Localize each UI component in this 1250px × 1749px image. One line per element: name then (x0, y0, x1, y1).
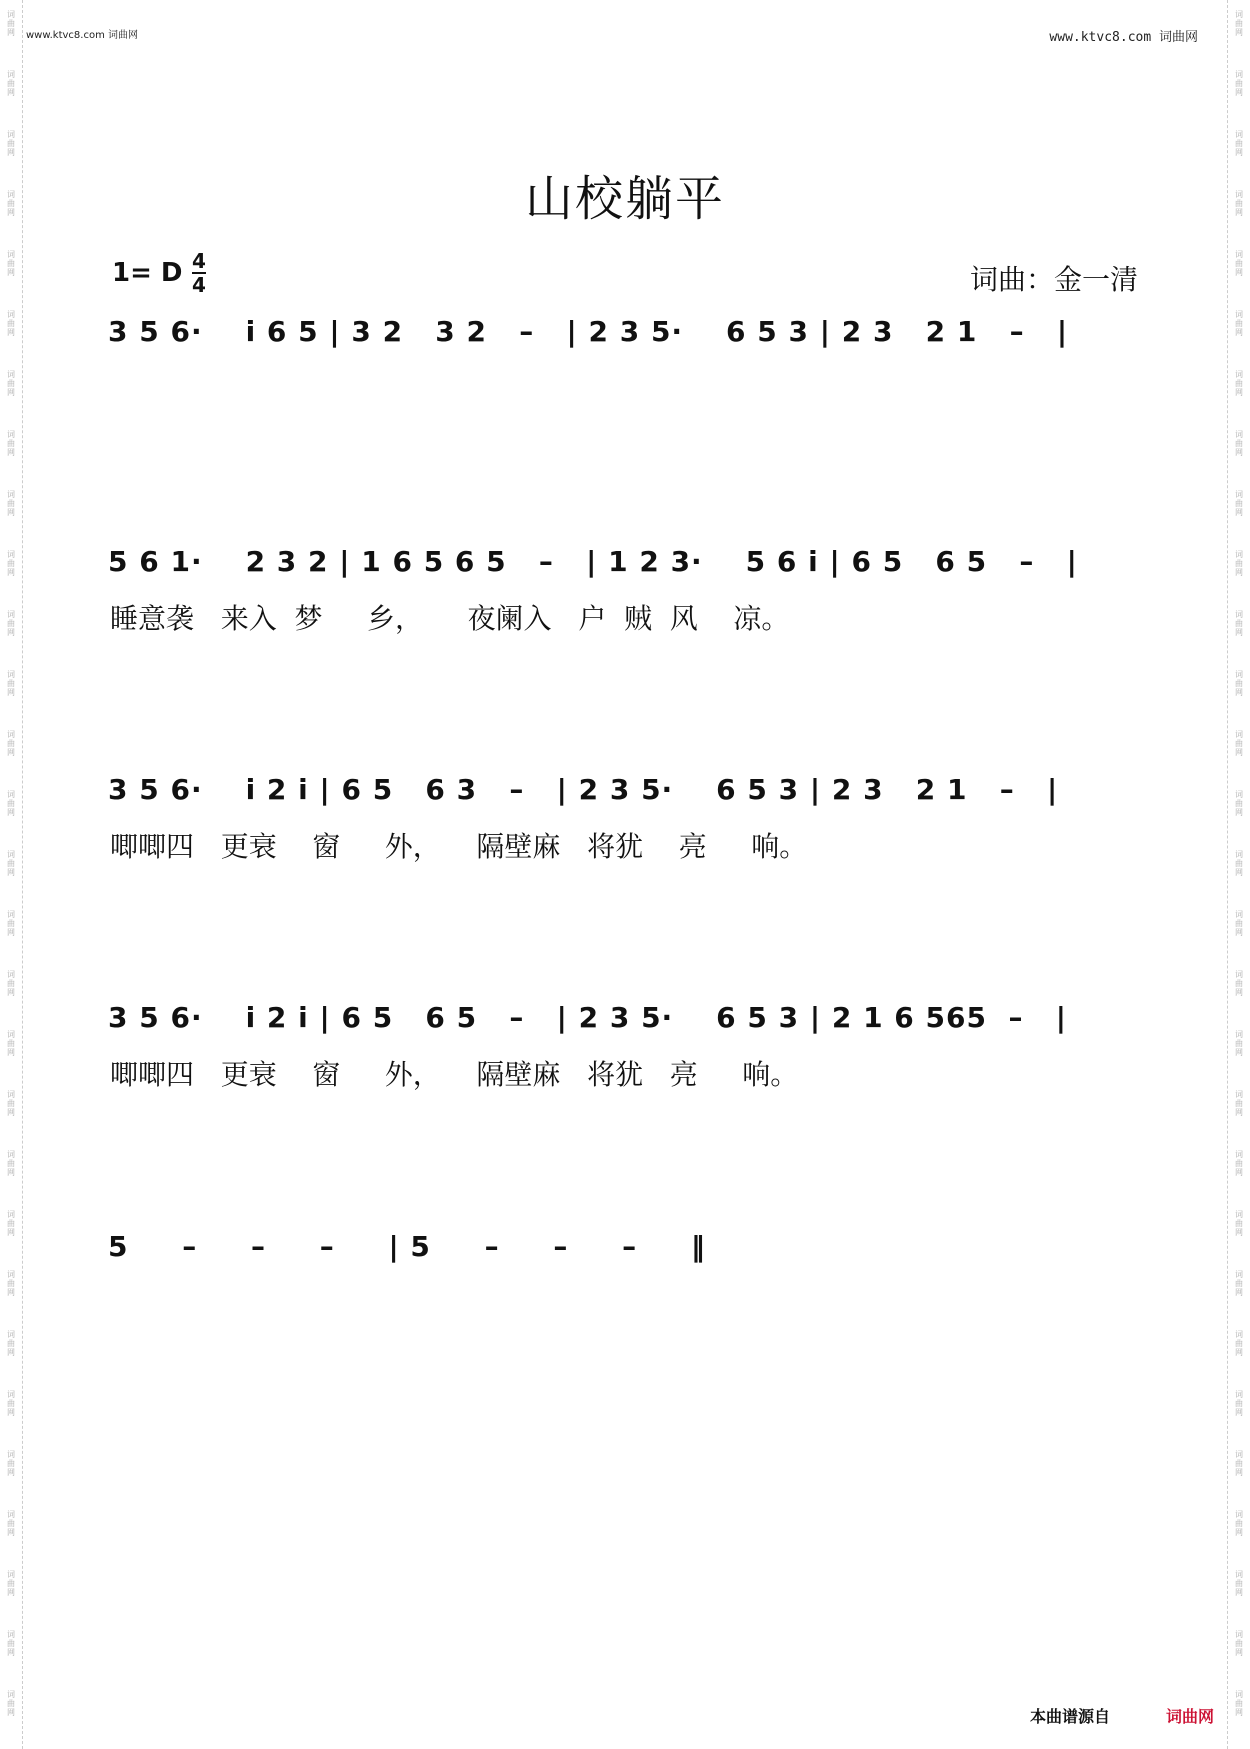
footer-brand[interactable]: 词曲网 (1165, 1707, 1214, 1726)
side-watermark-mark: 词曲网 (1235, 790, 1243, 817)
side-watermark-mark: 词曲网 (7, 190, 15, 217)
side-watermark-mark: 词曲网 (7, 1090, 15, 1117)
side-watermark-mark: 词曲网 (7, 1510, 15, 1537)
side-watermark-mark: 词曲网 (7, 1210, 15, 1237)
time-signature (192, 250, 206, 296)
side-watermark-mark: 词曲网 (7, 730, 15, 757)
right-watermark-strip (1227, 0, 1250, 1749)
side-watermark-mark: 词曲网 (1235, 1330, 1243, 1357)
side-watermark-mark: 词曲网 (7, 910, 15, 937)
side-watermark-mark: 词曲网 (7, 1390, 15, 1417)
lyrics-line-4: 唧唧四 更衰 窗 外， 隔壁麻 将犹 亮 响。 (110, 1058, 799, 1091)
notes-line-4: 3 5 6· i 2 i | 6 5 6 5 – | 2 3 5· 6 5 3 | 2 1 6 565 – | (108, 1001, 1067, 1034)
side-watermark-mark: 词曲网 (7, 1270, 15, 1297)
song-title: 山校躺平 (524, 171, 725, 227)
side-watermark-mark: 词曲网 (1235, 550, 1243, 577)
side-watermark-mark: 词曲网 (7, 490, 15, 517)
side-watermark-mark: 词曲网 (1235, 430, 1243, 457)
left-watermark-strip (0, 0, 23, 1749)
side-watermark-mark: 词曲网 (1235, 1570, 1243, 1597)
side-watermark-mark: 词曲网 (1235, 1150, 1243, 1177)
side-watermark-mark: 词曲网 (1235, 910, 1243, 937)
side-watermark-mark: 词曲网 (7, 1450, 15, 1477)
side-watermark-mark: 词曲网 (1235, 1030, 1243, 1057)
side-watermark-mark: 词曲网 (7, 250, 15, 277)
side-watermark-mark: 词曲网 (7, 430, 15, 457)
side-watermark-mark: 词曲网 (7, 1690, 15, 1717)
side-watermark-mark: 词曲网 (7, 790, 15, 817)
side-watermark-mark: 词曲网 (7, 610, 15, 637)
side-watermark-mark: 词曲网 (1235, 490, 1243, 517)
footer-label: 本曲谱源自 (1029, 1707, 1110, 1726)
side-watermark-mark: 词曲网 (7, 850, 15, 877)
side-watermark-mark: 词曲网 (7, 1570, 15, 1597)
side-watermark-mark: 词曲网 (1235, 190, 1243, 217)
side-watermark-mark: 词曲网 (7, 1150, 15, 1177)
site-watermark-right: www.ktvc8.com 词曲网 (1049, 30, 1198, 45)
site-watermark-left: www.ktvc8.com 词曲网 (26, 30, 139, 41)
side-watermark-mark: 词曲网 (7, 70, 15, 97)
side-watermark-mark: 词曲网 (7, 310, 15, 337)
side-watermark-mark: 词曲网 (1235, 70, 1243, 97)
time-bottom: 4 (192, 273, 206, 297)
side-watermark-mark: 词曲网 (1235, 1270, 1243, 1297)
lyrics-line-3: 唧唧四 更衰 窗 外， 隔壁麻 将犹 亮 响。 (110, 830, 808, 863)
side-watermark-mark: 词曲网 (1235, 1210, 1243, 1237)
side-watermark-mark: 词曲网 (1235, 1390, 1243, 1417)
side-watermark-mark: 词曲网 (1235, 370, 1243, 397)
side-watermark-mark: 词曲网 (7, 1330, 15, 1357)
notes-line-1: 3 5 6· i 6 5 | 3 2 3 2 – | 2 3 5· 6 5 3 | 2 3 2 1 – | (108, 315, 1069, 348)
side-watermark-mark: 词曲网 (7, 670, 15, 697)
side-watermark-mark: 词曲网 (1235, 1690, 1243, 1717)
time-top: 4 (192, 249, 206, 273)
side-watermark-mark: 词曲网 (7, 130, 15, 157)
side-watermark-mark: 词曲网 (1235, 730, 1243, 757)
notes-line-3: 3 5 6· i 2 i | 6 5 6 3 – | 2 3 5· 6 5 3 | 2 3 2 1 – | (108, 773, 1059, 806)
side-watermark-mark: 词曲网 (1235, 1090, 1243, 1117)
key-signature: 1= D (112, 258, 183, 288)
side-watermark-mark: 词曲网 (1235, 670, 1243, 697)
side-watermark-mark: 词曲网 (1235, 250, 1243, 277)
side-watermark-mark: 词曲网 (7, 1630, 15, 1657)
side-watermark-mark: 词曲网 (7, 550, 15, 577)
side-watermark-mark: 词曲网 (1235, 130, 1243, 157)
lyrics-line-2: 睡意袭 来入 梦 乡， 夜阑入 户 贼 风 凉。 (110, 602, 790, 635)
side-watermark-mark: 词曲网 (1235, 1510, 1243, 1537)
side-watermark-mark: 词曲网 (7, 10, 15, 37)
credit: 词曲：金一清 (969, 263, 1138, 296)
side-watermark-mark: 词曲网 (1235, 10, 1243, 37)
side-watermark-mark: 词曲网 (1235, 1630, 1243, 1657)
side-watermark-mark: 词曲网 (7, 1030, 15, 1057)
side-watermark-mark: 词曲网 (1235, 310, 1243, 337)
side-watermark-mark: 词曲网 (1235, 1450, 1243, 1477)
side-watermark-mark: 词曲网 (1235, 610, 1243, 637)
side-watermark-mark: 词曲网 (7, 970, 15, 997)
notes-line-5: 5 – – – | 5 – – – ‖ (108, 1230, 706, 1263)
side-watermark-mark: 词曲网 (7, 370, 15, 397)
notes-line-2: 5 6 1· 2 3 2 | 1 6 5 6 5 – | 1 2 3· 5 6 i | 6 5 6 5 – | (108, 545, 1078, 578)
side-watermark-mark: 词曲网 (1235, 850, 1243, 877)
side-watermark-mark: 词曲网 (1235, 970, 1243, 997)
